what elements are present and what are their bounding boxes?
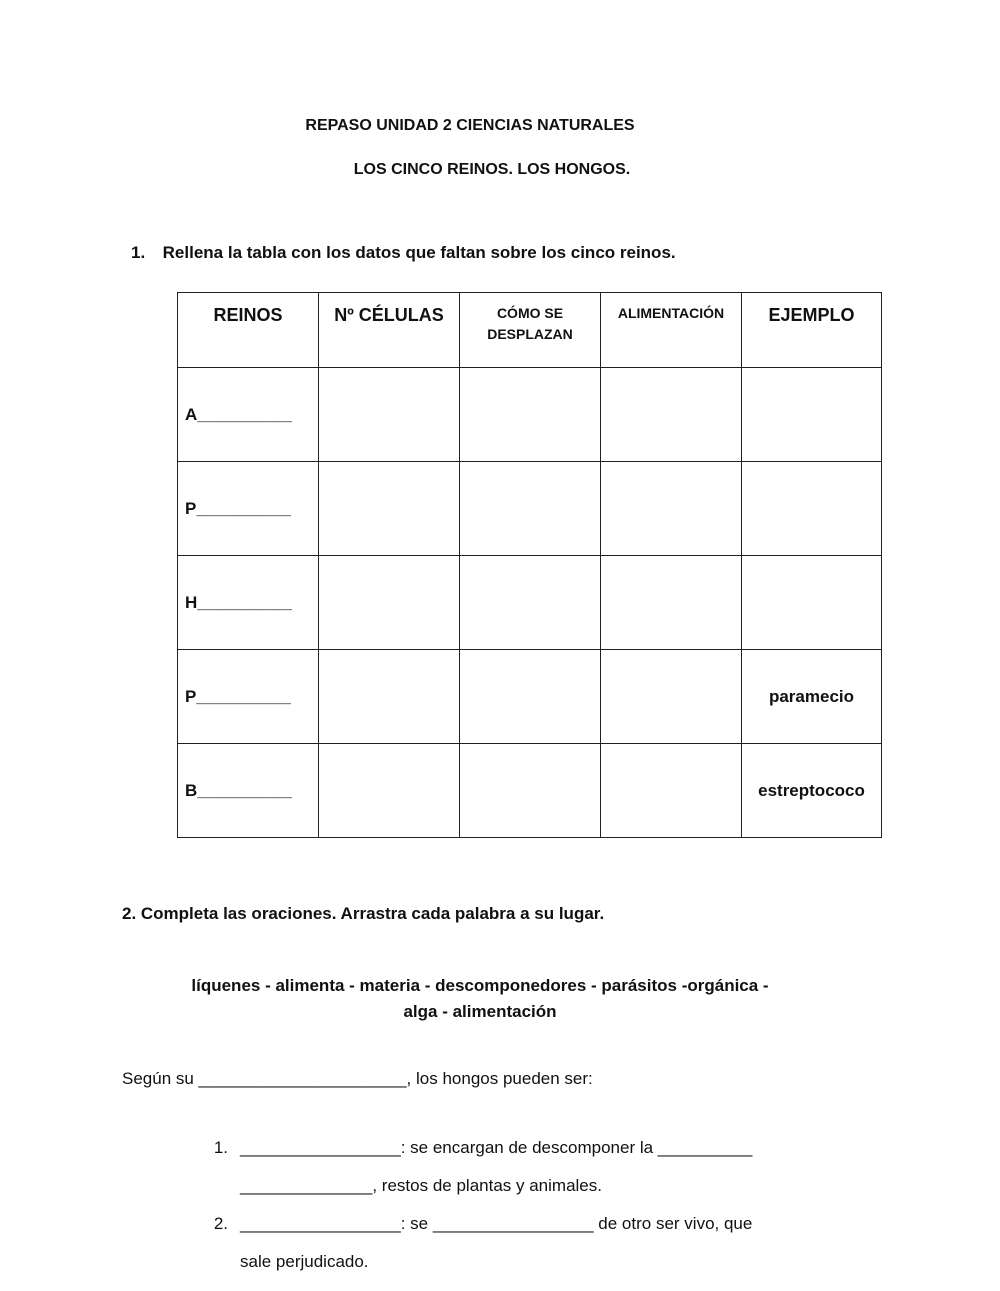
table-row [178, 556, 882, 650]
item-1-number: 1. [213, 1138, 228, 1157]
cell-celulas[interactable] [319, 462, 460, 556]
header-alimentacion: ALIMENTACIÓN [601, 293, 742, 368]
question-2: 2. Completa las oraciones. Arrastra cada palabra a su lugar. [122, 904, 605, 923]
kingdoms-table [177, 292, 882, 838]
header-desplazan: CÓMO SE DESPLAZAN [460, 293, 601, 368]
question-1 [131, 243, 676, 263]
cell-celulas[interactable] [319, 744, 460, 838]
word-bank [120, 973, 840, 1025]
table-row [178, 744, 882, 838]
cell-ejemplo[interactable] [742, 368, 882, 462]
table-row [178, 368, 882, 462]
word-bank-line-1[interactable]: líquenes - alimenta - materia - descomponedores - parásitos -orgánica - [191, 976, 769, 995]
cell-ejemplo[interactable] [742, 462, 882, 556]
question-1-number: 1. [131, 243, 146, 262]
item-1-line-2[interactable]: ______________, restos de plantas y animales. [240, 1176, 602, 1195]
kingdom-blank[interactable]: B__________ [178, 744, 319, 838]
kingdom-blank[interactable]: P__________ [178, 650, 319, 744]
cell-desplazan[interactable] [460, 650, 601, 744]
table-row [178, 462, 882, 556]
table-row [178, 650, 882, 744]
cell-alimentacion[interactable] [601, 462, 742, 556]
cell-desplazan[interactable] [460, 462, 601, 556]
cell-alimentacion[interactable] [601, 368, 742, 462]
kingdom-blank[interactable]: P__________ [178, 462, 319, 556]
page-subtitle: LOS CINCO REINOS. LOS HONGOS. [353, 161, 631, 178]
item-2-line-1[interactable]: _________________: se _________________ de otro ser vivo, que [240, 1214, 753, 1233]
intro-sentence: Según su ______________________, los hongos pueden ser: [122, 1069, 593, 1088]
question-1-text: Rellena la tabla con los datos que faltan sobre los cinco reinos. [162, 243, 676, 262]
table-header-row [178, 293, 882, 368]
cell-desplazan[interactable] [460, 556, 601, 650]
item-1-line-1[interactable]: _________________: se encargan de descomponer la __________ [240, 1138, 753, 1157]
item-2-line-2: sale perjudicado. [240, 1252, 369, 1271]
cell-desplazan[interactable] [460, 744, 601, 838]
cell-ejemplo[interactable] [742, 556, 882, 650]
kingdom-blank[interactable]: H__________ [178, 556, 319, 650]
cell-ejemplo: paramecio [742, 650, 882, 744]
cell-desplazan[interactable] [460, 368, 601, 462]
cell-ejemplo: estreptococo [742, 744, 882, 838]
word-bank-line-2[interactable]: alga - alimentación [403, 1002, 557, 1021]
cell-celulas[interactable] [319, 650, 460, 744]
header-celulas: Nº CÉLULAS [319, 293, 460, 368]
page-title: REPASO UNIDAD 2 CIENCIAS NATURALES [305, 117, 635, 134]
cell-celulas[interactable] [319, 368, 460, 462]
header-reinos: REINOS [178, 293, 319, 368]
cell-alimentacion[interactable] [601, 556, 742, 650]
header-ejemplo: EJEMPLO [742, 293, 882, 368]
cell-alimentacion[interactable] [601, 650, 742, 744]
kingdom-blank[interactable]: A__________ [178, 368, 319, 462]
item-2-number: 2. [213, 1214, 228, 1233]
cell-celulas[interactable] [319, 556, 460, 650]
cell-alimentacion[interactable] [601, 744, 742, 838]
